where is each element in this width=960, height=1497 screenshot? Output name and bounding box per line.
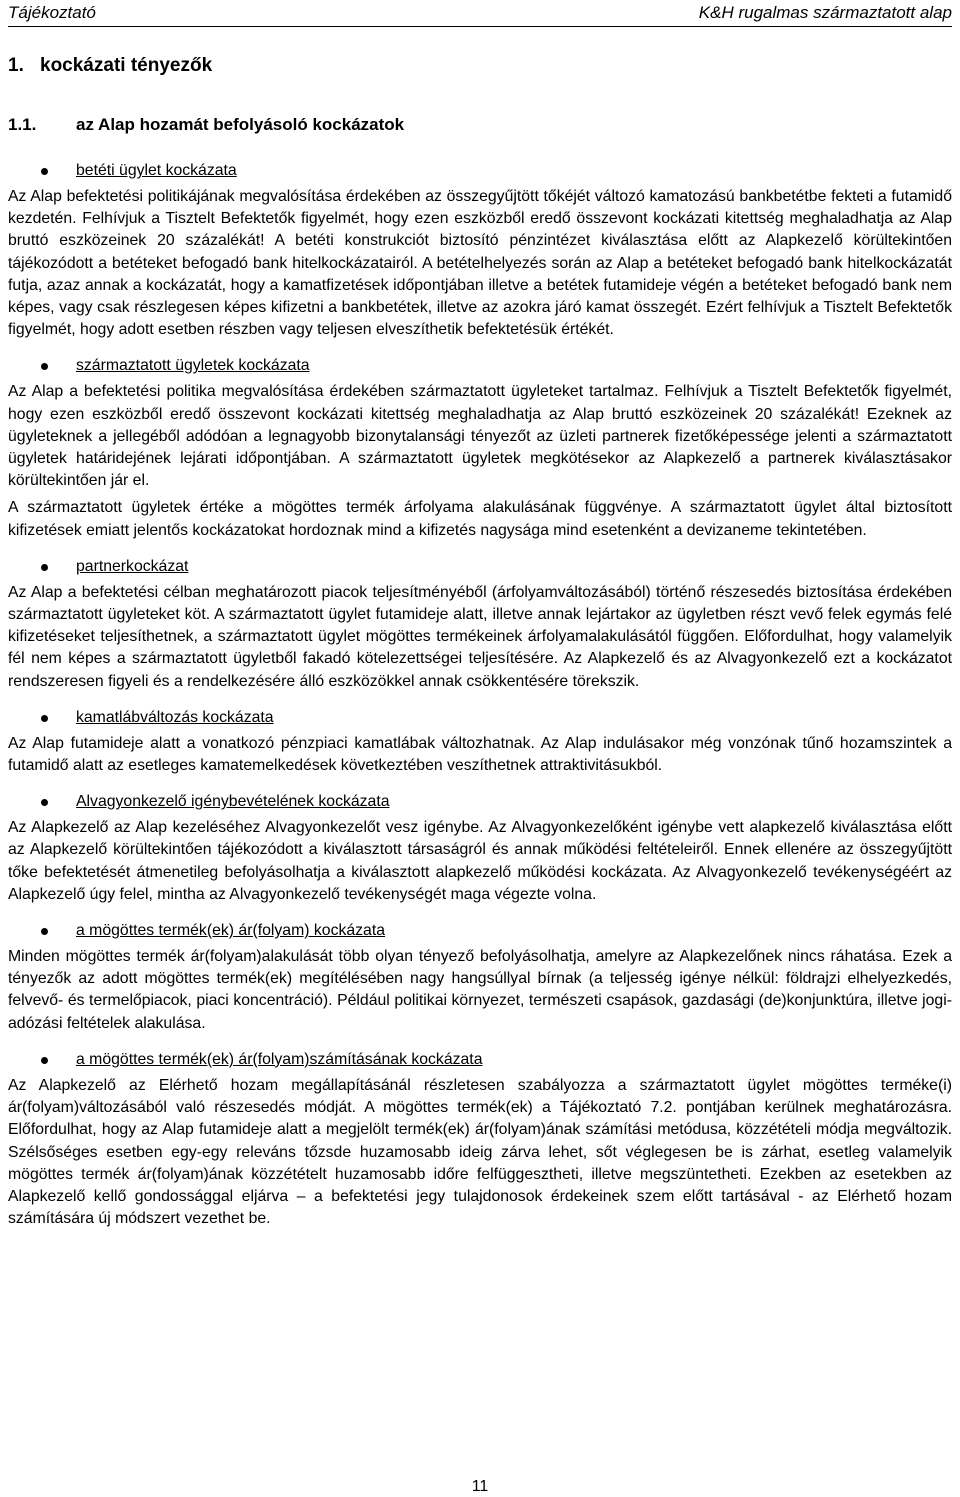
header-document-type: Tájékoztató	[8, 3, 96, 22]
bullet-icon	[41, 363, 48, 370]
section-heading-1-1	[8, 115, 404, 135]
heading-1-number: 1.	[8, 55, 24, 76]
risk-item-deposit	[8, 160, 952, 182]
risk-item-sub-manager	[8, 791, 952, 813]
body-paragraph: Az Alapkezelő az Elérhető hozam megállapításánál részletesen szabályozza a származtatott ügylet mögöttes terméke(i) ár(folyam)változásából való részesedés módját. A mögöttes termék(ek) a Tájékoztató 7.2. pontjában kerülnek meghatározásra. Előfordulhat, hogy az Alap futamideje alatt a megjelölt termék(ek) ár(folyam)ának számítási metódusa, közzétételi módja megváltozik. Szélsőséges esetben egy-egy releváns tőzsde huzamosabb ideig zárva lehet, sőt véglegesen be is zárhat, esetleg valamelyik mögöttes termék ár(folyam)ának közzétételt huzamosabb időre felfüggesztheti, illetve megszüntetheti. Ezekben az esetekben az Alapkezelő kellő gondossággal eljárva – a befektetési jegy tulajdonosok érdekeinek szem előtt tartásával - az Elérhető hozam számítására új módszert vezethet be.	[8, 1076, 952, 1228]
risk-title: betéti ügylet kockázata	[76, 162, 237, 179]
body-paragraph: Az Alap a befektetési politika megvalósítása érdekében származtatott ügyleteket tartalmaz. Felhívjuk a Tisztelt Befektetők figyelmét, hogy ezen eszközből eredő összevont kockázati kitettség meghaladhatja az Alap bruttó eszközeinek 20 százalékát! Ezeknek az ügyleteknek a jellegéből adódóan a legnagyobb bizonytalansági tényezőt az üzleti partnerek fizetőképessége jelenti a származtatott ügyletek határidejének lejárati időpontjában. A származtatott ügyletek megkötésekor az Alapkezelő a partnerek kiválasztásakor körültekintően jár el.	[8, 383, 952, 490]
risk-item-price-calculation	[8, 1049, 952, 1071]
risk-title: Alvagyonkezelő igénybevételének kockázata	[76, 793, 390, 811]
bullet-icon	[41, 715, 48, 722]
heading-2-number: 1.1.	[8, 115, 37, 134]
body-paragraph: A származtatott ügyletek értéke a mögöttes termék árfolyama alakulásának függvénye. A származtatott ügylet által biztosított kifizetések emiatt jelentős kockázatokat hordoznak mind a kifizetés nagysága mind esetenként a devizaneme tekintetében.	[8, 499, 952, 539]
page-number: 11	[471, 1478, 489, 1495]
page-header	[8, 0, 952, 27]
body-paragraph: Az Alap futamideje alatt a vonatkozó pénzpiaci kamatlábak változhatnak. Az Alap indulásakor még vonzónak tűnő hozamszintek a futamidő alatt az esetleges kamatemelkedések következtében veszíthetnek attraktivitásukból.	[8, 734, 952, 775]
header-fund-name: K&H rugalmas származtatott alap	[698, 3, 952, 22]
section-heading-1	[8, 55, 212, 77]
risk-title: származtatott ügyletek kockázata	[76, 357, 310, 375]
document-body	[8, 160, 952, 1244]
bullet-icon	[41, 564, 48, 571]
bullet-icon	[41, 928, 48, 935]
heading-2-title: az Alap hozamát befolyásoló kockázatok	[76, 115, 405, 134]
risk-item-counterparty	[8, 556, 952, 578]
body-paragraph: Az Alapkezelő az Alap kezeléséhez Alvagyonkezelőt vesz igénybe. Az Alvagyonkezelőként igénybe vett alapkezelő kiválasztása előtt az Alapkezelő körültekintően tájékozódott a kiválasztott társaságról és annak működési feltételeiről. Ennek ellenére az összegyűjtött tőke befektetését átmenetileg befolyásolhatja a kiválasztott alapkezelő működési kockázata. Az Alvagyonkezelő tevékenységéért az Alapkezelő úgy felel, mintha az Alvagyonkezelő tevékenységét maga végezte volna.	[8, 819, 952, 903]
risk-item-underlying-price	[8, 920, 952, 942]
body-paragraph: Az Alap befektetési politikájának megvalósítása érdekében az összegyűjtött tőkéjét változó kamatozású bankbetétbe fekteti a futamidő kezdetén. Felhívjuk a Tisztelt Befektetők figyelmét, hogy ezen eszközből eredő összevont kockázati kitettség meghaladhatja az Alap bruttó eszközeinek 20 százalékát! A betéti konstrukciót biztosító pénzintézet kiválasztása előtt az Alapkezelő körültekintően tájékozódott a betéteket befogadó bank hitelkockázatairól. A betételhelyezés során az Alap a betéteket befogadó bank hitelkockázatát futja, azaz annak a kockázatát, hogy a kamatfizetések időpontjában illetve a betétek futamideje végén a betéteket befogadó bank nem képes, vagy csak részlegesen képes kifizetni a bankbetétek, illetve az azokra járó kamat összegét. Ezért felhívjuk a Tisztelt Befektetők figyelmét, hogy adott esetben részben vagy teljesen elveszíthetik befektetésük értékét.	[8, 188, 952, 339]
bullet-icon	[41, 1057, 48, 1064]
risk-title: a mögöttes termék(ek) ár(folyam)számításának kockázata	[76, 1050, 483, 1068]
heading-1-title: kockázati tényezők	[40, 55, 213, 76]
bullet-icon	[41, 168, 48, 175]
risk-item-interest-rate	[8, 707, 952, 729]
body-paragraph: Az Alap a befektetési célban meghatározott piacok teljesítményéből (árfolyamváltozásából) történő részesedés biztosítása érdekében származtatott ügyleteket köt. A származtatott ügylet futamideje alatt, illetve annak lejártakor az ügyletben részt vevő felek egymás felé kifizetéseket teljesíthetnek, a származtatott ügylet mögöttes termékeinek árfolyamalakulásától függően. Előfordulhat, hogy valamelyik fél nem képes a származtatott ügyletből fakadó kötelezettségei teljesítésére. Az Alapkezelő és az Alvagyonkezelő ezt a kockázatot rendszeresen figyeli és a rendelkezésére álló eszközökkel annak csökkentésére törekszik.	[8, 583, 952, 690]
risk-title: kamatlábváltozás kockázata	[76, 708, 274, 726]
body-paragraph: Minden mögöttes termék ár(folyam)alakulását több olyan tényező befolyásolhatja, amelyre az Alapkezelőnek nincs ráhatása. Ezek a tényezők az adott mögöttes termék(ek) megítélésében nagy hangsúllyal bírnak (a teljesség igénye nélkül: földrajzi elhelyezkedés, felvevő- és termelőpiacok, piaci koncentráció). Például politikai környezet, természeti csapások, gazdasági (de)konjunktúra, illetve jogi-adózási feltételek alakulása.	[8, 948, 952, 1032]
risk-title: a mögöttes termék(ek) ár(folyam) kockázata	[76, 922, 386, 940]
bullet-icon	[41, 799, 48, 806]
risk-title: partnerkockázat	[76, 557, 189, 575]
risk-item-derivatives	[8, 355, 952, 377]
